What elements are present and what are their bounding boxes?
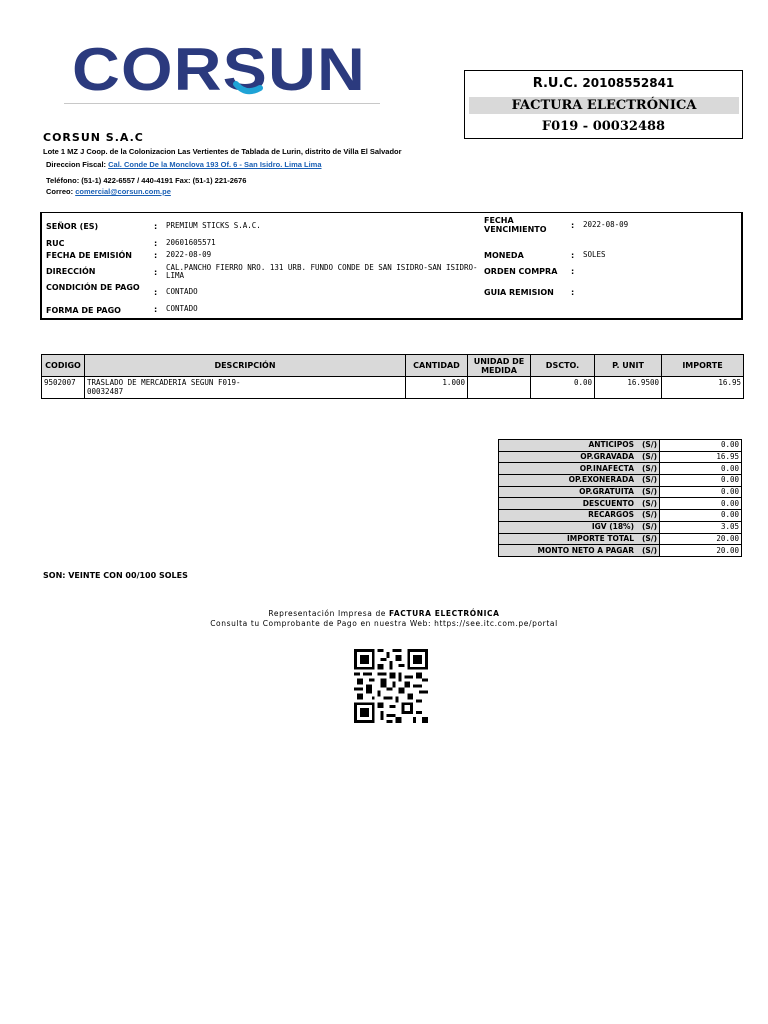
company-phone: Teléfono: (51-1) 422-6557 / 440-4191 Fax: (51-1) 221-2676: [46, 176, 247, 185]
consulta-line: Consulta tu Comprobante de Pago en nuestra Web: https://see.itc.com.pe/portal: [210, 619, 558, 628]
orden-compra-label: ORDEN COMPRA: [484, 267, 558, 276]
totals-row: [499, 440, 742, 452]
colon: :: [571, 288, 575, 297]
colon: :: [154, 305, 158, 314]
representation-doc: FACTURA ELECTRÓNICA: [389, 609, 500, 618]
direccion-value: CAL.PANCHO FIERRO NRO. 131 URB. FUNDO CONDE DE SAN ISIDRO-SAN ISIDRO-LIMA: [166, 263, 478, 280]
totals-label-text: IMPORTE TOTAL: [566, 533, 634, 543]
colon: :: [154, 222, 158, 231]
col-header-importe: IMPORTE: [662, 355, 744, 377]
totals-label: [499, 486, 660, 498]
cell-dscto: 0.00: [531, 377, 595, 399]
col-header-cantidad: CANTIDAD: [406, 355, 468, 377]
table-row: [42, 377, 744, 399]
email-link[interactable]: comercial@corsun.com.pe: [75, 187, 171, 196]
totals-row: [499, 475, 742, 487]
cell-punit: 16.9500: [595, 377, 662, 399]
totals-value: 0.00: [660, 475, 742, 487]
email-line: [46, 187, 171, 196]
svg-text:CORSUN: CORSUN: [72, 38, 366, 100]
condicion-value: CONTADO: [166, 287, 198, 296]
totals-currency: (S/): [642, 452, 657, 462]
totals-currency: (S/): [642, 522, 657, 532]
totals-currency: (S/): [642, 487, 657, 497]
fecha-emision-value: 2022-08-09: [166, 250, 212, 259]
totals-label-text: OP.EXONERADA: [568, 475, 634, 485]
totals-label-text: OP.GRATUITA: [579, 487, 634, 497]
colon: :: [154, 288, 158, 297]
ruc-client-value: 20601605571: [166, 238, 216, 247]
document-number: F019 - 00032488: [541, 119, 666, 134]
ruc-box: [464, 70, 743, 139]
totals-label-text: DESCUENTO: [582, 498, 634, 508]
ruc-number: 20108552841: [582, 76, 675, 90]
totals-currency: (S/): [642, 440, 657, 450]
fiscal-address-label: Direccion Fiscal:: [46, 160, 107, 169]
cell-codigo: 9502007: [42, 377, 85, 399]
representation-line: [0, 609, 768, 618]
totals-value: 0.00: [660, 510, 742, 522]
moneda-value: SOLES: [583, 250, 606, 259]
senor-value: PREMIUM STICKS S.A.C.: [166, 221, 261, 230]
totals-currency: (S/): [642, 510, 657, 520]
totals-value: 0.00: [660, 440, 742, 452]
totals-row: [499, 486, 742, 498]
totals-label-text: MONTO NETO A PAGAR: [537, 545, 634, 555]
totals-label-text: ANTICIPOS: [588, 440, 634, 450]
totals-label: [499, 521, 660, 533]
totals-label: [499, 440, 660, 452]
cell-importe: 16.95: [662, 377, 744, 399]
colon: :: [154, 239, 158, 248]
forma-pago-value: CONTADO: [166, 304, 198, 313]
cell-unidad: [468, 377, 531, 399]
colon: :: [571, 221, 575, 230]
fecha-emision-label: FECHA DE EMISIÓN: [46, 251, 132, 260]
corsun-logo: [70, 38, 370, 100]
totals-value: 0.00: [660, 486, 742, 498]
col-header-unidad: UNIDAD DE MEDIDA: [468, 355, 531, 377]
col-header-punit: P. UNIT: [595, 355, 662, 377]
guia-remision-label: GUIA REMISION: [484, 288, 554, 297]
totals-label: [499, 463, 660, 475]
cell-cantidad: 1.000: [406, 377, 468, 399]
totals-label-text: OP.GRAVADA: [580, 452, 634, 462]
totals-row: [499, 463, 742, 475]
totals-row: [499, 533, 742, 545]
totals-table: [498, 439, 742, 557]
totals-currency: (S/): [642, 463, 657, 473]
qr-code: [352, 649, 430, 723]
totals-currency: (S/): [642, 498, 657, 508]
totals-row: [499, 545, 742, 557]
totals-label-text: OP.INAFECTA: [579, 463, 634, 473]
totals-label: [499, 533, 660, 545]
senor-label: SEÑOR (ES): [46, 222, 99, 231]
fecha-vencimiento-value: 2022-08-09: [583, 220, 629, 229]
fecha-vencimiento-label: FECHA VENCIMIENTO: [484, 216, 547, 234]
representation-prefix: Representación Impresa de: [268, 609, 387, 618]
items-table: [41, 354, 744, 399]
colon: :: [154, 268, 158, 277]
document-type: FACTURA ELECTRÓNICA: [469, 97, 739, 114]
col-header-dscto: DSCTO.: [531, 355, 595, 377]
moneda-label: MONEDA: [484, 251, 524, 260]
totals-row: [499, 498, 742, 510]
totals-currency: (S/): [642, 533, 657, 543]
totals-label: [499, 498, 660, 510]
totals-value: 16.95: [660, 451, 742, 463]
amount-in-words: SON: VEINTE CON 00/100 SOLES: [43, 571, 188, 580]
totals-currency: (S/): [642, 545, 657, 555]
direccion-label: DIRECCIÓN: [46, 267, 96, 276]
items-header-row: [42, 355, 744, 377]
condicion-label: CONDICIÓN DE PAGO: [46, 283, 140, 292]
totals-label: [499, 510, 660, 522]
fiscal-address-line: [46, 160, 322, 169]
cell-descripcion: TRASLADO DE MERCADERIA SEGUN F019-00032487: [85, 377, 406, 399]
totals-label-text: IGV (18%): [591, 522, 634, 532]
ruc-label: R.U.C.: [532, 76, 578, 91]
colon: :: [571, 267, 575, 276]
totals-value: 3.05: [660, 521, 742, 533]
company-name: CORSUN S.A.C: [43, 131, 144, 144]
fiscal-address-link[interactable]: Cal. Conde De la Monclova 193 Of. 6 - San Isidro. Lima Lima: [108, 160, 322, 169]
totals-label-text: RECARGOS: [588, 510, 634, 520]
totals-label: [499, 475, 660, 487]
logo-divider: [64, 103, 380, 104]
totals-row: [499, 451, 742, 463]
colon: :: [154, 251, 158, 260]
col-header-codigo: CODIGO: [42, 355, 85, 377]
ruc-client-label: RUC: [46, 239, 65, 248]
totals-value: 20.00: [660, 533, 742, 545]
totals-currency: (S/): [642, 475, 657, 485]
email-label: Correo:: [46, 187, 74, 196]
forma-pago-label: FORMA DE PAGO: [46, 306, 121, 315]
totals-row: [499, 521, 742, 533]
totals-row: [499, 510, 742, 522]
customer-info-box: [40, 212, 743, 320]
totals-value: 0.00: [660, 463, 742, 475]
totals-label: [499, 451, 660, 463]
company-address: Lote 1 MZ J Coop. de la Colonizacion Las Vertientes de Tablada de Lurin, distrito de Villa El Salvador: [43, 147, 402, 156]
totals-label: [499, 545, 660, 557]
totals-value: 0.00: [660, 498, 742, 510]
totals-value: 20.00: [660, 545, 742, 557]
ruc-line: [465, 76, 742, 91]
colon: :: [571, 251, 575, 260]
col-header-descripcion: DESCRIPCIÓN: [85, 355, 406, 377]
